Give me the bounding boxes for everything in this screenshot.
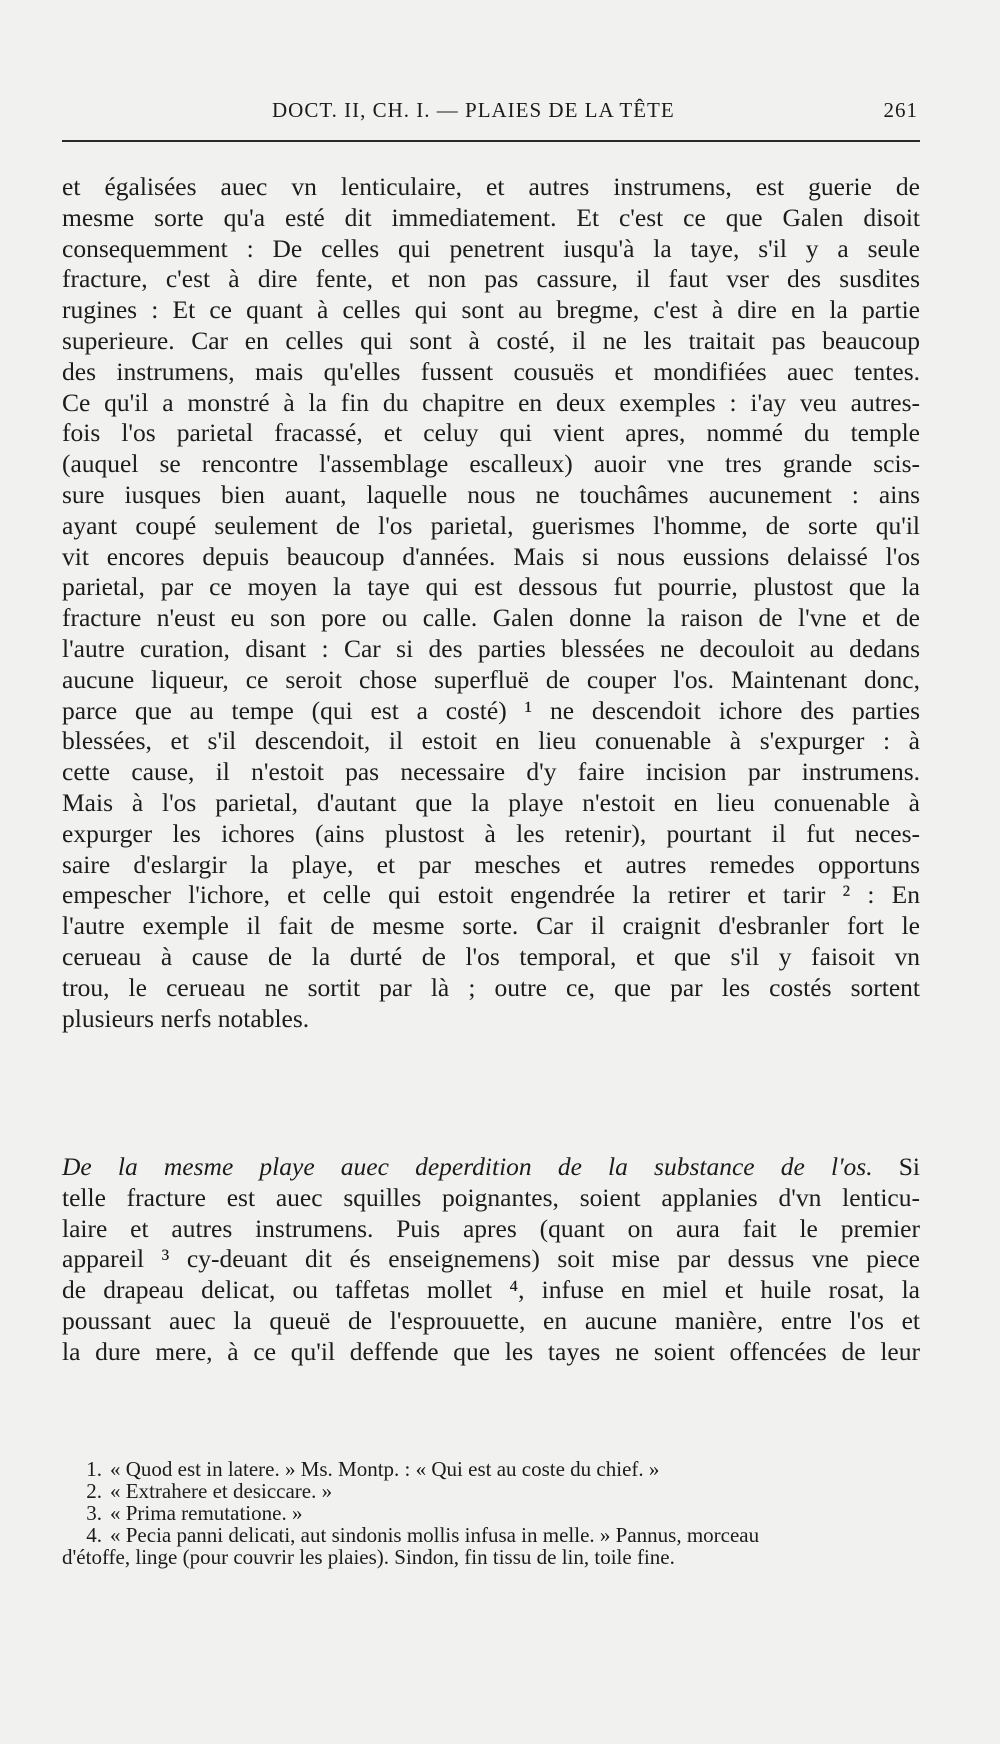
text-line: l'autre exemple il fait de mesme sorte. Car il craignit d'esbranler fort le (62, 911, 920, 941)
footnote (62, 1524, 920, 1546)
text-line: trou, le cerueau ne sortit par là ; outre ce, que par les costés sortent (62, 972, 920, 1002)
text-fragment: Si (872, 1152, 920, 1181)
page-number: 261 (883, 98, 918, 122)
running-head (62, 98, 920, 132)
text-line: fois l'os parietal fracassé, et celuy qui vient apres, nommé du temple (62, 418, 920, 448)
running-title: DOCT. II, CH. I. — PLAIES DE LA TÊTE (272, 98, 675, 122)
text-line: plusieurs nerfs notables. (62, 1003, 310, 1033)
text-line: telle fracture est auec squilles poignantes, soient applanies d'vn lenticu- (62, 1182, 920, 1212)
text-line: de drapeau delicat, ou taffetas mollet ⁴, infuse en miel et huile rosat, la (62, 1275, 920, 1305)
section-paragraph (62, 1152, 920, 1368)
text-line: expurger les ichores (ains plustost à les retenir), pourtant il fut neces- (62, 818, 920, 848)
footnote-text: « Quod est in latere. » Ms. Montp. : « Qui est au coste du chief. » (110, 1457, 660, 1481)
text-line: empescher l'ichore, et celle qui estoit engendrée la retirer et tarir ² : En (62, 880, 920, 910)
footnote-text: « Prima remutatione. » (110, 1501, 303, 1525)
main-paragraph (62, 172, 920, 1034)
footnotes (62, 1458, 920, 1568)
text-line: appareil ³ cy-deuant dit és enseignemens) soit mise par dessus vne piece (62, 1244, 920, 1274)
text-line: poussant auec la queuë de l'esprouuette, en aucune manière, entre l'os et (62, 1305, 920, 1335)
footnote-text: « Pecia panni delicati, aut sindonis mollis infusa in melle. » Pannus, morceau (110, 1523, 760, 1547)
footnote-number: 1. (86, 1457, 102, 1481)
section-heading: De la mesme playe auec deperdition de la substance de l'os. (62, 1152, 873, 1181)
text-line: sure iusques bien auant, laquelle nous ne touchâmes aucunement : ains (62, 479, 920, 509)
footnote (62, 1502, 920, 1524)
text-line: fracture, c'est à dire fente, et non pas cassure, il faut vser des susdites (62, 264, 920, 294)
text-line: saire d'eslargir la playe, et par mesches et autres remedes opportuns (62, 849, 920, 879)
text-line: consequemment : De celles qui penetrent iusqu'à la taye, s'il y a seule (62, 233, 920, 263)
text-line: Mais à l'os parietal, d'autant que la playe n'estoit en lieu conuenable à (62, 787, 920, 817)
text-line: fracture n'eust eu son pore ou calle. Galen donne la raison de l'vne et de (62, 603, 920, 633)
text-line: aucune liqueur, ce seroit chose superfluë de couper l'os. Maintenant donc, (62, 664, 920, 694)
text-line: la dure mere, à ce qu'il deffende que les tayes ne soient offencées de leur (62, 1336, 920, 1366)
text-line: cette cause, il n'estoit pas necessaire d'y faire incision par instrumens. (62, 757, 920, 787)
text-line: des instrumens, mais qu'elles fussent cousuës et mondifiées auec tentes. (62, 356, 920, 386)
footnote-text: « Extrahere et desiccare. » (110, 1479, 333, 1503)
text-line: (auquel se rencontre l'assemblage escalleux) auoir vne tres grande scis- (62, 449, 920, 479)
footnote (62, 1480, 920, 1502)
text-line: et égalisées auec vn lenticulaire, et autres instrumens, est guerie de (62, 172, 920, 201)
footnote-continuation: d'étoffe, linge (pour couvrir les plaies). Sindon, fin tissu de lin, toile fine. (62, 1545, 675, 1569)
text-line: mesme sorte qu'a esté dit immediatement. Et c'est ce que Galen disoit (62, 202, 920, 232)
text-line: cerueau à cause de la durté de l'os temporal, et que s'il y faisoit vn (62, 941, 920, 971)
text-line: l'autre curation, disant : Car si des parties blessées ne decouloit au dedans (62, 633, 920, 663)
footnote-number: 4. (86, 1523, 102, 1547)
text-line: parce que au tempe (qui est a costé) ¹ ne descendoit ichore des parties (62, 695, 920, 725)
header-rule (62, 140, 920, 142)
text-line: vit encores depuis beaucoup d'années. Mais si nous eussions delaissé l'os (62, 541, 920, 571)
footnote-number: 3. (86, 1501, 102, 1525)
text-line (62, 1152, 920, 1183)
text-line: parietal, par ce moyen la taye qui est dessous fut pourrie, plustost que la (62, 572, 920, 602)
text-line: blessées, et s'il descendoit, il estoit en lieu conuenable à s'expurger : à (62, 726, 920, 756)
text-line: Ce qu'il a monstré à la fin du chapitre en deux exemples : i'ay veu autres- (62, 387, 920, 417)
footnote-number: 2. (86, 1479, 102, 1503)
text-line: ayant coupé seulement de l'os parietal, guerismes l'homme, de sorte qu'il (62, 510, 920, 540)
text-line: rugines : Et ce quant à celles qui sont au bregme, c'est à dire en la partie (62, 295, 920, 325)
text-line: superieure. Car en celles qui sont à costé, il ne les traitait pas beaucoup (62, 325, 920, 355)
text-line: laire et autres instrumens. Puis apres (quant on aura fait le premier (62, 1213, 920, 1243)
footnote (62, 1458, 920, 1480)
